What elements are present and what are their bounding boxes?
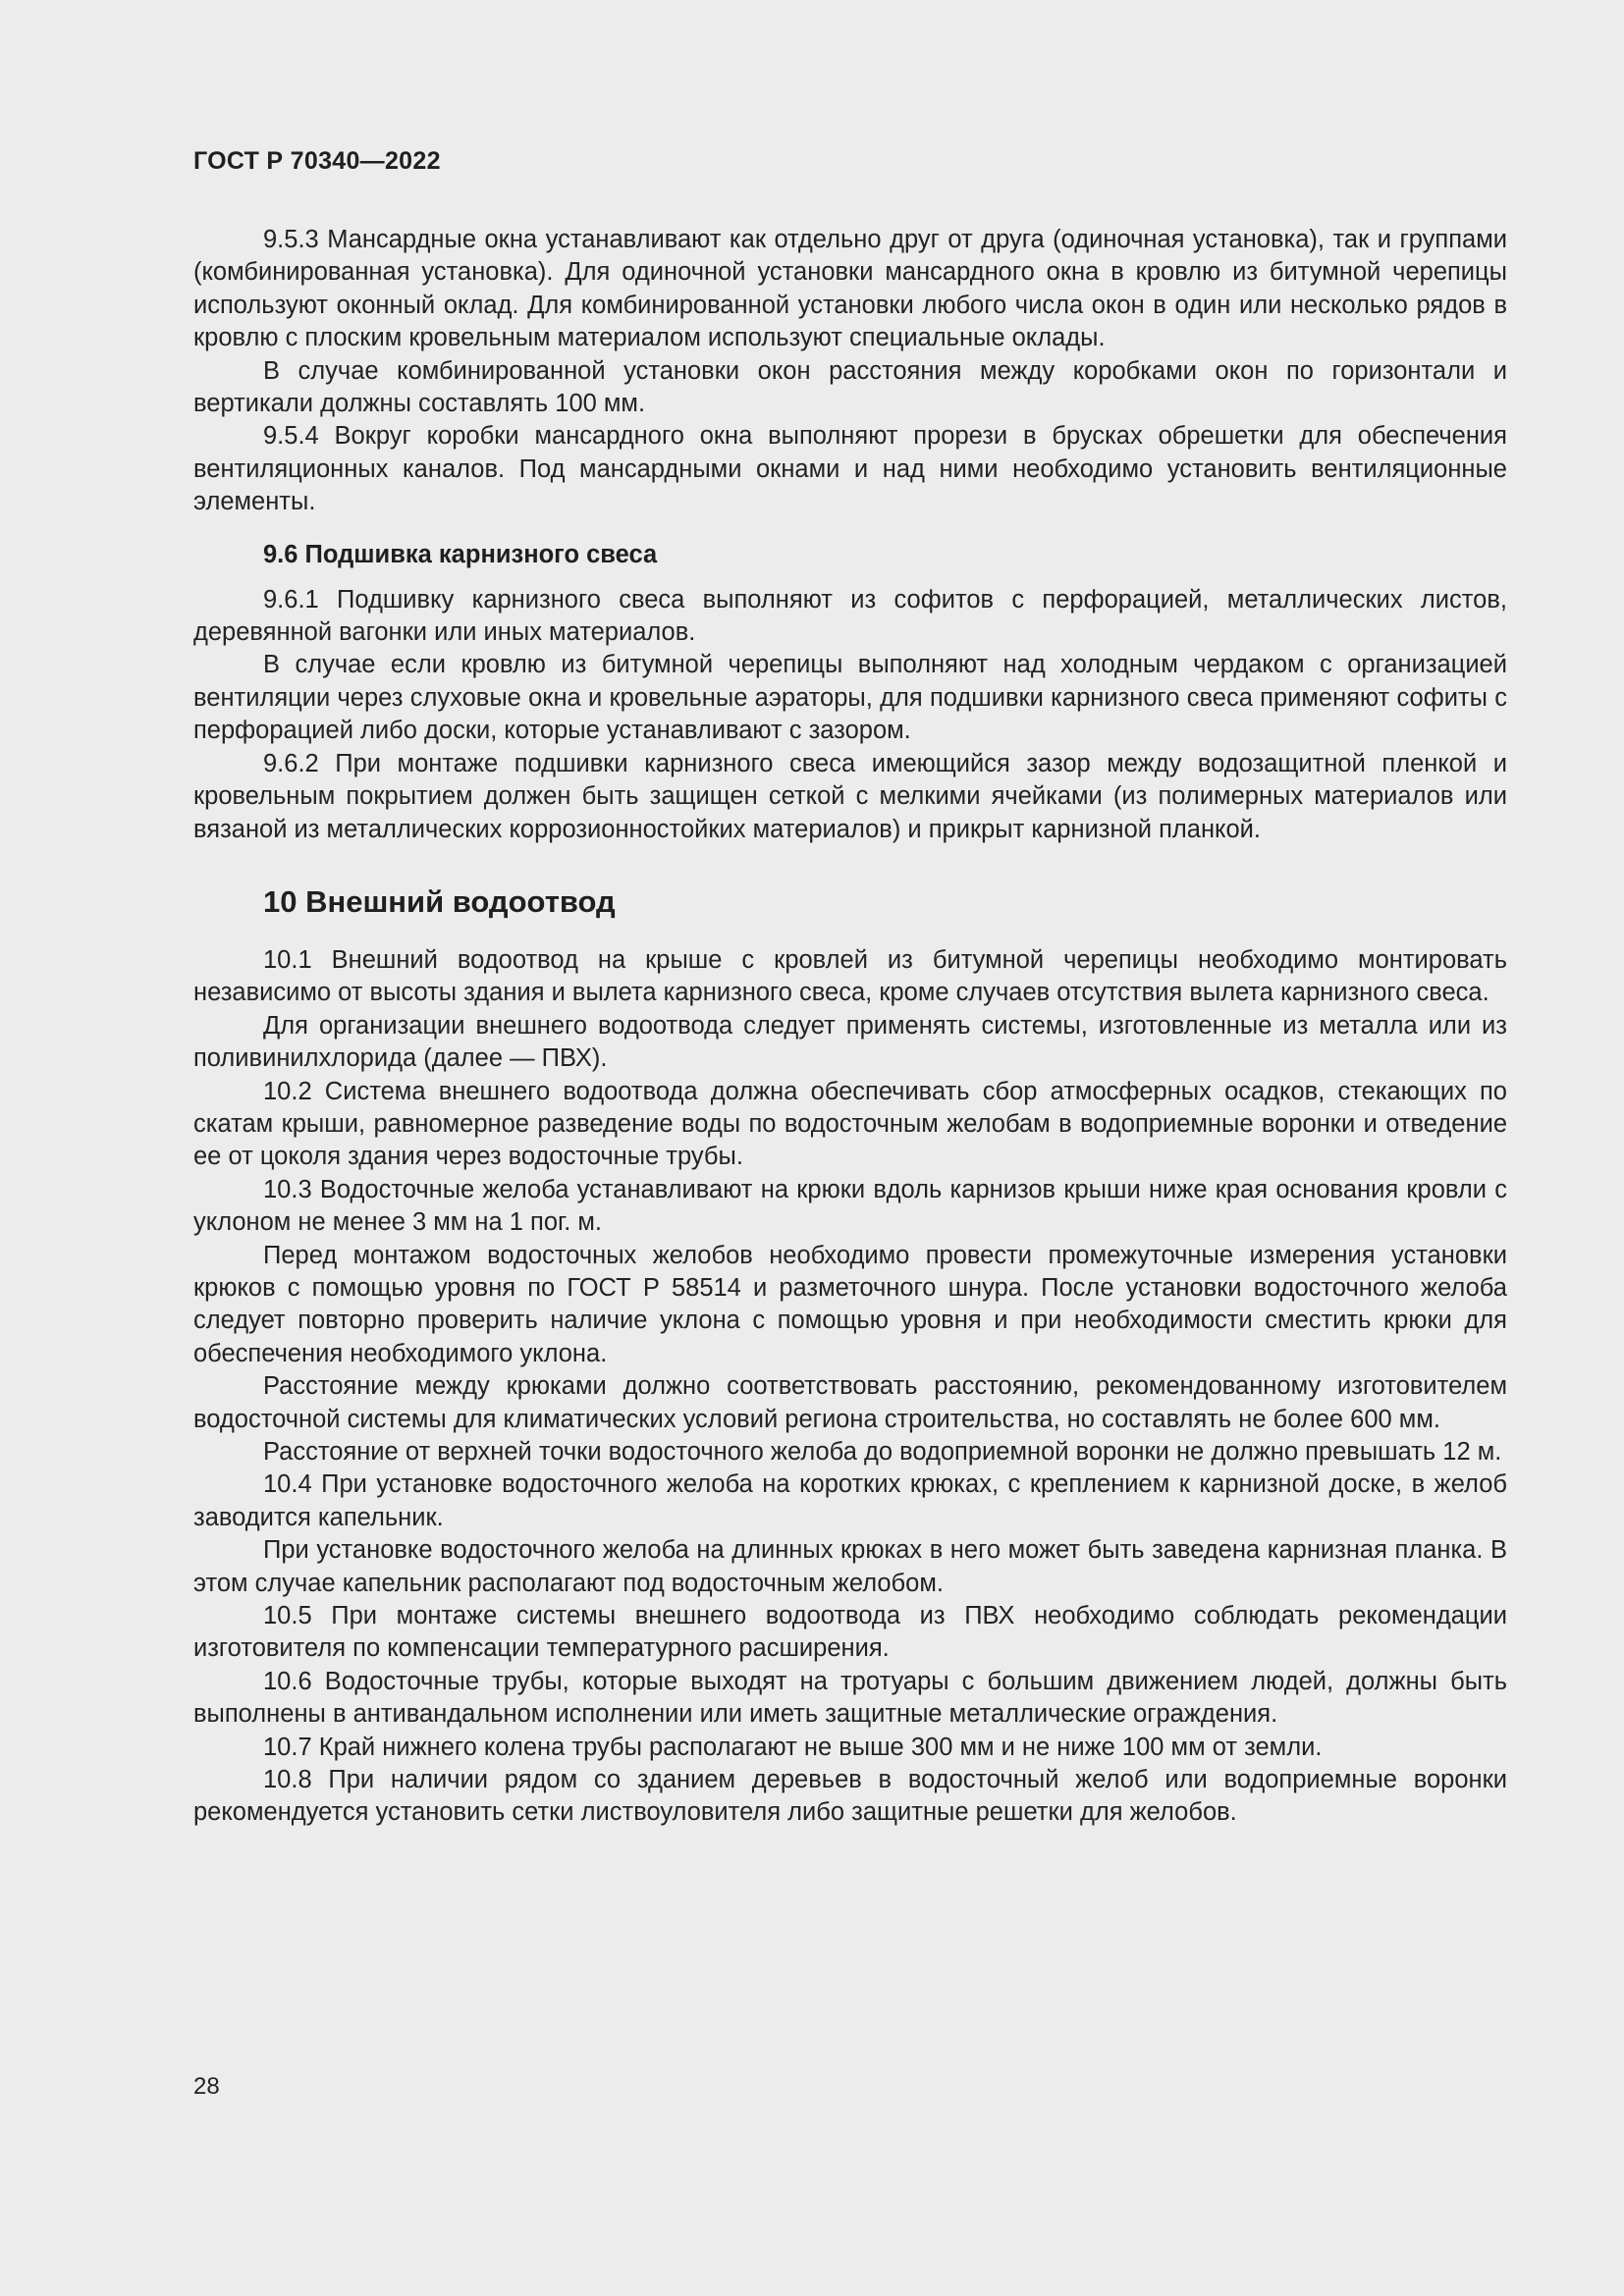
paragraph-9-5-4: 9.5.4 Вокруг коробки мансардного окна выполняют прорези в брусках обрешетки для обеспечения вентиляционных каналов. Под мансардными окнами и над ними необходимо установить вентиляционные элементы.: [193, 422, 1507, 516]
section-heading-10: 10 Внешний водоотвод: [263, 883, 616, 919]
paragraph-10-2: 10.2 Система внешнего водоотвода должна обеспечивать сбор атмосферных осадков, стекающих по скатам крыши, равномерное разведение воды по водосточным желобам в водоприемные воронки и отведение ее от цоколя здания через водосточные трубы.: [193, 1077, 1507, 1171]
paragraph-10-6: 10.6 Водосточные трубы, которые выходят на тротуары с большим движением людей, должны быть выполнены в антивандальном исполнении или иметь защитные металлические ограждения.: [193, 1667, 1507, 1729]
paragraph-10-1-cont: Для организации внешнего водоотвода следует применять системы, изготовленные из металла или из поливинилхлорида (далее — ПВХ).: [193, 1011, 1507, 1073]
paragraph-10-3: 10.3 Водосточные желоба устанавливают на крюки вдоль карнизов крыши ниже края основания кровли с уклоном не менее 3 мм на 1 пог. м.: [193, 1175, 1507, 1237]
document-header: ГОСТ Р 70340—2022: [193, 147, 441, 175]
paragraph-9-6-1-cont: В случае если кровлю из битумной черепицы выполняют над холодным чердаком с организацией вентиляции через слуховые окна и кровельные аэраторы, для подшивки карнизного свеса применяют софиты с перфорацией либо доски, которые устанавливают с зазором.: [193, 651, 1507, 745]
paragraph-10-3-cont-1: Перед монтажом водосточных желобов необходимо провести промежуточные измерения установки крюков с помощью уровня по ГОСТ Р 58514 и разметочного шнура. После установки водосточного желоба следует повторно проверить наличие уклона с помощью уровня и при необходимости сместить крюки для обеспечения необходимого уклона.: [193, 1241, 1507, 1367]
paragraph-10-7: 10.7 Край нижнего колена трубы располагают не выше 300 мм и не ниже 100 мм от земли.: [263, 1733, 1323, 1761]
paragraph-9-5-3: 9.5.3 Мансардные окна устанавливают как отдельно друг от друга (одиночная установка), так и группами (комбинированная установка). Для одиночной установки мансардного окна в кровлю из битумной черепицы используют оконный оклад. Для комбинированной установки любого числа окон в один или несколько рядов в кровлю с плоским кровельным материалом используют специальные оклады.: [193, 226, 1507, 352]
paragraph-9-6-1: 9.6.1 Подшивку карнизного свеса выполняют из софитов с перфорацией, металлических листов, деревянной вагонки или иных материалов.: [193, 585, 1507, 647]
paragraph-10-1: 10.1 Внешний водоотвод на крыше с кровлей из битумной черепицы необходимо монтировать независимо от высоты здания и вылета карнизного свеса, кроме случаев отсутствия вылета карнизного свеса.: [193, 945, 1507, 1007]
paragraph-10-4-cont: При установке водосточного желоба на длинных крюках в него может быть заведена карнизная планка. В этом случае капельник располагают под водосточным желобом.: [193, 1536, 1507, 1597]
paragraph-10-5: 10.5 При монтаже системы внешнего водоотвода из ПВХ необходимо соблюдать рекомендации изготовителя по компенсации температурного расширения.: [193, 1602, 1507, 1663]
document-body: [193, 224, 1507, 1830]
paragraph-9-6-2: 9.6.2 При монтаже подшивки карнизного свеса имеющийся зазор между водозащитной пленкой и кровельным покрытием должен быть защищен сеткой с мелкими ячейками (из полимерных материалов или вязаной из металлических коррозионностойких материалов) и прикрыт карнизной планкой.: [193, 749, 1507, 843]
page-number: 28: [193, 2073, 220, 2100]
paragraph-10-3-cont-2: Расстояние между крюками должно соответствовать расстоянию, рекомендованному изготовителем водосточной системы для климатических условий региона строительства, но составлять не более 600 мм.: [193, 1372, 1507, 1433]
paragraph-10-3-cont-3: Расстояние от верхней точки водосточного желоба до водоприемной воронки не должно превышать 12 м.: [263, 1438, 1502, 1466]
subheading-9-6: 9.6 Подшивка карнизного свеса: [263, 540, 658, 568]
paragraph-9-5-3-cont: В случае комбинированной установки окон расстояния между коробками окон по горизонтали и вертикали должны составлять 100 мм.: [193, 356, 1507, 418]
paragraph-10-8: 10.8 При наличии рядом со зданием деревьев в водосточный желоб или водоприемные воронки рекомендуется установить сетки листвоуловителя либо защитные решетки для желобов.: [193, 1766, 1507, 1827]
paragraph-10-4: 10.4 При установке водосточного желоба на коротких крюках, с креплением к карнизной доске, в желоб заводится капельник.: [193, 1470, 1507, 1531]
